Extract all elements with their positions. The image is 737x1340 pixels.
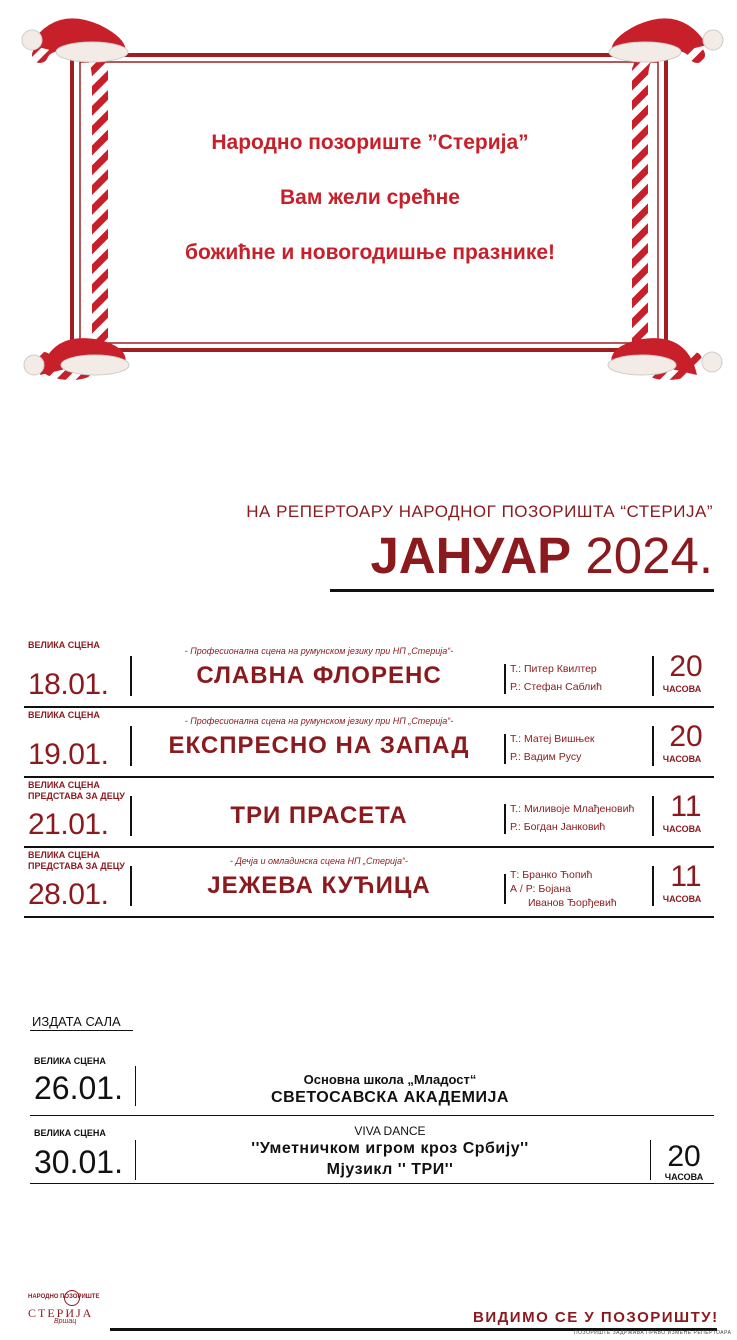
event-title: СЛАВНА ФЛОРЕНС — [196, 662, 442, 689]
theatre-logo — [28, 1290, 110, 1328]
event-time-label: ЧАСОВА — [662, 684, 702, 694]
logo-mask-icon — [64, 1290, 80, 1306]
event-credits: Т.: Питер Квилтер Р.: Стефан Саблић — [510, 663, 602, 693]
event-note: - Професионална сцена на румунском језику при НП „Стерија“- — [184, 716, 454, 726]
event-credits: Т.: Матеј Вишњек Р.: Вадим Русу — [510, 733, 595, 763]
row-line — [24, 846, 714, 848]
event-time-label: ЧАСОВА — [662, 754, 702, 764]
event-stage: ВЕЛИКА СЦЕНА ПРЕДСТАВА ЗА ДЕЦУ — [28, 780, 125, 801]
event-row — [24, 780, 714, 848]
event-date: 18.01. — [28, 668, 109, 701]
row-line — [30, 1183, 714, 1184]
divider — [135, 1140, 136, 1180]
rented-hall-label: ИЗДАТА САЛА — [32, 1014, 121, 1029]
event-row — [24, 850, 714, 918]
logo-signature: Вршац — [54, 1318, 77, 1325]
event-date: 28.01. — [28, 878, 109, 911]
rented-line-2: СВЕТОСАВСКА АКАДЕМИЈА — [271, 1089, 509, 1106]
divider — [504, 734, 506, 764]
event-title: ЕКСПРЕСНО НА ЗАПАД — [168, 732, 470, 759]
event-time: 20 — [669, 720, 703, 753]
divider — [130, 726, 132, 766]
event-note: - Дечја и омладинска сцена НП „Стерија“- — [229, 856, 409, 866]
event-stage: ВЕЛИКА СЦЕНА — [28, 640, 100, 650]
rented-line-1: VIVA DANCE — [354, 1124, 426, 1138]
rented-date: 26.01. — [34, 1070, 123, 1106]
rented-line-3: Мјузикл '' ТРИ'' — [326, 1161, 454, 1178]
event-time-label: ЧАСОВА — [662, 824, 702, 834]
event-time: 20 — [669, 650, 703, 683]
month: ЈАНУАР — [370, 527, 572, 584]
divider — [130, 866, 132, 906]
row-line — [24, 916, 714, 918]
rented-row — [30, 1124, 714, 1184]
event-time: 11 — [670, 790, 702, 823]
event-note: - Професионална сцена на румунском језику при НП „Стерија“- — [184, 646, 454, 656]
greeting-line-1: Народно позориште ”Стерија” — [211, 131, 529, 154]
row-line — [30, 1115, 714, 1116]
repertoire-title — [370, 528, 713, 584]
event-credits: Т: Бранко Ћопић А / Р: Бојана Иванов Ђорђевић — [510, 869, 617, 909]
event-credits: Т.: Миливоје Млађеновић Р.: Богдан Јанковић — [510, 803, 635, 833]
event-stage: ВЕЛИКА СЦЕНА ПРЕДСТАВА ЗА ДЕЦУ — [28, 850, 125, 871]
footer-disclaimer: ПОЗОРИШТЕ ЗАДРЖАВА ПРАВО ИЗМЕНЕ РЕПЕРТОАРА — [574, 1330, 732, 1336]
event-stage: ВЕЛИКА СЦЕНА — [28, 710, 100, 720]
rented-time: 20 — [667, 1140, 701, 1173]
event-row — [24, 640, 714, 708]
row-line — [24, 776, 714, 778]
rented-line-2: ''Уметничком игром кроз Србију'' — [251, 1140, 529, 1157]
divider — [650, 1140, 651, 1180]
footer-slogan: ВИДИМО СЕ У ПОЗОРИШТУ! — [473, 1309, 719, 1326]
divider — [130, 796, 132, 836]
event-title: ТРИ ПРАСЕТА — [230, 802, 408, 829]
rented-time-label: ЧАСОВА — [664, 1172, 704, 1182]
row-line — [24, 706, 714, 708]
divider — [504, 664, 506, 694]
event-date: 21.01. — [28, 808, 109, 841]
title-underline — [330, 589, 714, 592]
event-row — [24, 710, 714, 778]
event-time: 11 — [670, 860, 702, 893]
rented-hall-underline — [30, 1030, 133, 1031]
logo-name: СТЕРИЈА — [28, 1306, 94, 1320]
divider — [135, 1066, 136, 1106]
divider — [504, 874, 506, 904]
rented-date: 30.01. — [34, 1144, 123, 1180]
divider — [130, 656, 132, 696]
greeting-line-2: Вам жели срећне — [280, 186, 460, 209]
greeting-line-3: божићне и новогодишње празнике! — [184, 241, 556, 264]
rented-line-1: Основна школа „Младост“ — [303, 1072, 477, 1087]
rented-row — [30, 1056, 714, 1116]
event-title: ЈЕЖЕВА КУЋИЦА — [207, 872, 431, 899]
repertoire-subtitle: НА РЕПЕРТОАРУ НАРОДНОГ ПОЗОРИШТА “СТЕРИЈА” — [246, 502, 713, 521]
rented-stage: ВЕЛИКА СЦЕНА — [34, 1128, 106, 1138]
logo-top-text: НАРОДНО ПОЗОРИШТЕ — [28, 1294, 100, 1300]
year: 2024. — [585, 527, 713, 584]
rented-stage: ВЕЛИКА СЦЕНА — [34, 1056, 106, 1066]
event-date: 19.01. — [28, 738, 109, 771]
divider — [504, 804, 506, 834]
event-time-label: ЧАСОВА — [662, 894, 702, 904]
